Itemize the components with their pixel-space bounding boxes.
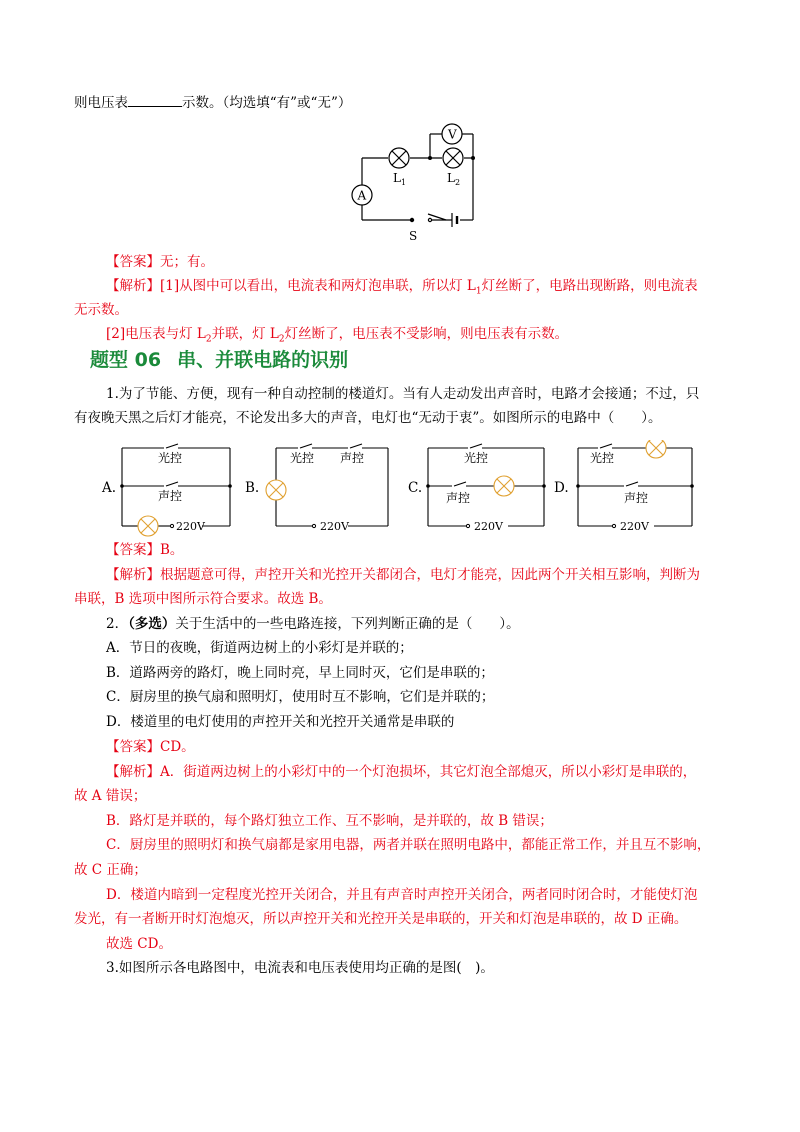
svg-text:2: 2 [455,178,461,187]
svg-text:光控: 光控 [290,451,315,465]
analysis-line: 【解析】根据题意可得，声控开关和光控开关都闭合，电灯才能亮，因此两个开关相互影响，判断为 [106,567,700,583]
analysis-line: 无示数。 [74,302,128,318]
question-stem: 3.如图所示各电路图中，电流表和电压表使用均正确的是图( )。 [106,960,494,976]
option-a[interactable]: A．节日的夜晚，街道两边树上的小彩灯是并联的； [106,640,413,656]
svg-text:220V: 220V [620,520,649,533]
svg-text:L: L [393,171,401,185]
svg-text:声控: 声控 [446,491,471,505]
option-a-label[interactable]: A. [102,480,117,496]
analysis-line: 故 A 错误； [74,788,147,804]
answer-blank[interactable] [128,92,182,107]
answer-line: 【答案】B。 [106,542,184,558]
option-c[interactable]: C．厨房里的换气扇和照明灯，使用时互不影响，它们是并联的； [106,689,495,705]
option-c-label[interactable]: C. [408,480,423,496]
answer-line: 【答案】无；有。 [106,254,214,270]
analysis-line: 【解析】A．街道两边树上的小彩灯中的一个灯泡损坏，其它灯泡全部熄灭，所以小彩灯是串联的， [106,764,697,780]
answer-line: 【答案】CD。 [106,739,195,755]
question-stem: 2．（多选）关于生活中的一些电路连接，下列判断正确的是（ ）。 [106,616,520,632]
fill-blank-line: 则电压表 示数。（均选填“有”或“无”） [74,92,351,113]
svg-text:光控: 光控 [464,451,489,465]
svg-text:220V: 220V [474,520,503,533]
svg-text:220V: 220V [176,520,205,533]
circuit-diagram-prev [340,118,490,243]
section-heading: 题型 06 串、并联电路的识别 [90,349,349,371]
analysis-line: 【解析】[1]从图中可以看出，电流表和两灯泡串联，所以灯 $L_1$灯丝断了，电路出现断路，则电流表 [106,278,698,297]
question-stem: 有夜晚天黑之后灯才能亮，不论发出多大的声音，电灯也“无动于衷”。如图所示的电路中（ ）。 [74,410,662,426]
analysis-line: B．路灯是并联的，每个路灯独立工作、互不影响，是并联的，故 B 错误； [106,813,553,829]
svg-text:L: L [447,171,455,185]
analysis-line: [2]电压表与灯 $L_2$并联，灯 $L_2$灯丝断了，电压表不受影响，则电压表有示数。 [106,326,569,345]
analysis-line: 发光，有一者断开时灯泡熄灭，所以声控开关和光控开关是串联的，开关和灯泡是串联的，故 D 正确。 [74,911,688,927]
circuit-c[interactable] [424,440,554,540]
svg-text:光控: 光控 [158,451,183,465]
ammeter-label: A [357,188,367,203]
analysis-line: C．厨房里的照明灯和换气扇都是家用电器，两者并联在照明电路中，都能正常工作，并且互不影响， [106,837,711,853]
switch-label: S [409,229,418,243]
circuit-d[interactable] [570,440,700,540]
circuit-b[interactable] [262,440,397,540]
svg-text:声控: 声控 [340,451,365,465]
question-stem: 1.为了节能、方便，现有一种自动控制的楼道灯。当有人走动发出声音时，电路才会接通；不过，只 [106,386,700,402]
voltmeter-label: V [448,127,457,142]
option-d-label[interactable]: D. [554,480,569,496]
analysis-line: D．楼道内暗到一定程度光控开关闭合，并且有声音时声控开关闭合，两者同时闭合时，才能使灯泡 [106,887,698,903]
option-b-label[interactable]: B. [245,480,260,496]
svg-text:声控: 声控 [624,491,649,505]
option-b[interactable]: B．道路两旁的路灯，晚上同时亮，早上同时灭，它们是串联的； [106,665,494,681]
circuit-a[interactable] [118,440,238,540]
svg-text:声控: 声控 [158,489,183,503]
analysis-line: 故选 CD。 [106,936,172,952]
analysis-line: 串联，B 选项中图所示符合要求。故选 B。 [74,591,332,607]
svg-text:光控: 光控 [590,451,615,465]
option-d[interactable]: D．楼道里的电灯使用的声控开关和光控开关通常是串联的 [106,714,455,730]
svg-text:1: 1 [401,178,407,187]
analysis-line: 故 C 正确； [74,862,147,878]
svg-text:220V: 220V [320,520,349,533]
